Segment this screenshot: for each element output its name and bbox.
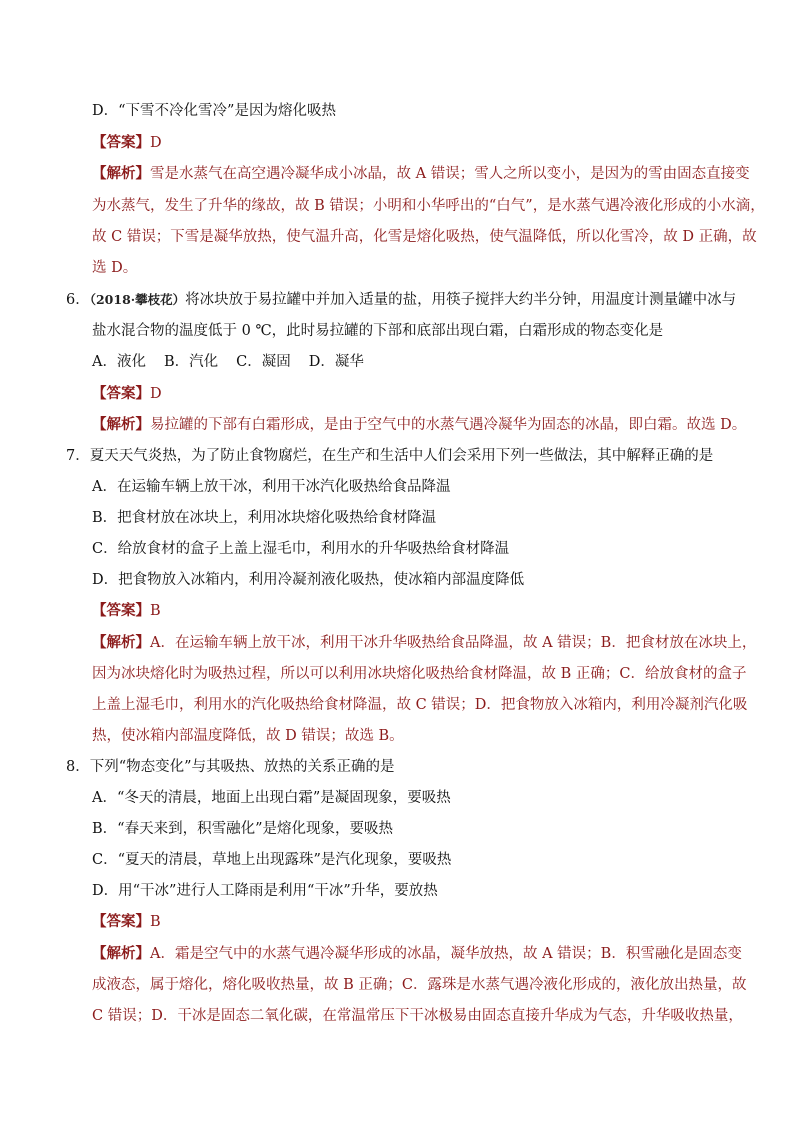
analysis-label: 【解析】 [92, 165, 150, 182]
answer-label: 【答案】 [92, 134, 150, 151]
q7-analysis-line-3: 上盖上湿毛巾，利用水的汽化吸热给食材降温，故 C 错误；D．把食物放入冰箱内，利用冷凝剂汽化吸 [92, 697, 748, 713]
q7-stem: 7．夏天天气炎热，为了防止食物腐烂，在生产和生活中人们会采用下列一些做法，其中解释正确的是 [66, 448, 714, 464]
question-number: 6． [66, 292, 90, 308]
question-text: 将冰块放于易拉罐中并加入适量的盐，用筷子搅拌大约半分钟，用温度计测量罐中冰与 [185, 292, 737, 308]
answer-value: D [150, 386, 162, 402]
q6-options [92, 352, 364, 372]
q6-stem-line-1 [66, 290, 736, 310]
q8-option-d: D．用“干冰”进行人工降雨是利用“干冰”升华，要放热 [92, 883, 438, 899]
q6-option-b: B．汽化 [163, 354, 219, 370]
analysis-text: 易拉罐的下部有白霜形成，是由于空气中的水蒸气遇冷凝华为固态的冰晶，即白霜。故选 D。 [150, 417, 747, 433]
q6-option-a: A．液化 [92, 354, 146, 370]
q8-option-b: B．“春天来到，积雪融化”是熔化现象，要吸热 [92, 821, 393, 837]
q8-answer [92, 912, 161, 932]
q5-analysis-line-2: 为水蒸气，发生了升华的缘故，故 B 错误；小明和小华呼出的“白气”，是水蒸气遇冷液化形成的小水滴， [92, 198, 765, 214]
q6-answer [92, 384, 162, 404]
answer-value: B [150, 603, 161, 619]
q8-analysis-line-1 [92, 944, 742, 964]
q5-analysis-line-3: 故 C 错误；下雪是凝华放热，使气温升高，化雪是熔化吸热，使气温降低，所以化雪冷，故 D 正确，故 [92, 229, 757, 245]
question-source: （2018·攀枝花） [89, 292, 186, 307]
analysis-label: 【解析】 [92, 945, 150, 962]
q7-answer [92, 601, 161, 621]
answer-value: D [150, 135, 162, 151]
q8-option-c: C．“夏天的清晨，草地上出现露珠”是汽化现象，要吸热 [92, 852, 452, 868]
q6-option-d: D．凝华 [308, 354, 364, 370]
answer-label: 【答案】 [92, 602, 150, 619]
q6-stem-line-2: 盐水混合物的温度低于 0 ℃，此时易拉罐的下部和底部出现白霜，白霜形成的物态变化是 [92, 323, 664, 339]
q8-option-a: A．“冬天的清晨，地面上出现白霜”是凝固现象，要吸热 [92, 790, 451, 806]
q7-analysis-line-1 [92, 633, 756, 653]
q7-option-c: C．给放食材的盒子上盖上湿毛巾，利用水的升华吸热给食材降温 [92, 541, 510, 557]
q5-answer [92, 133, 162, 153]
analysis-text: A．在运输车辆上放干冰，利用干冰升华吸热给食品降温，故 A 错误；B．把食材放在冰块上， [150, 635, 757, 651]
analysis-text: 雪是水蒸气在高空遇冷凝华成小冰晶，故 A 错误；雪人之所以变小，是因为的雪由固态直接变 [150, 166, 750, 182]
answer-label: 【答案】 [92, 913, 150, 930]
q7-analysis-line-4: 热，使冰箱内部温度降低，故 D 错误；故选 B。 [92, 728, 404, 744]
q5-analysis-line-4: 选 D。 [92, 260, 138, 276]
answer-label: 【答案】 [92, 385, 150, 402]
q8-analysis-line-3: C 错误；D．干冰是固态二氧化碳，在常温常压下干冰极易由固态直接升华成为气态，升华吸收热量， [92, 1008, 743, 1024]
analysis-label: 【解析】 [92, 634, 150, 651]
analysis-text: A．霜是空气中的水蒸气遇冷凝华形成的冰晶，凝华放热，故 A 错误；B．积雪融化是固态变 [150, 946, 742, 962]
q5-analysis-line-1 [92, 164, 750, 184]
q5-option-d: D．“下雪不冷化雪冷”是因为熔化吸热 [92, 103, 336, 119]
q7-option-d: D．把食物放入冰箱内，利用冷凝剂液化吸热，使冰箱内部温度降低 [92, 572, 525, 588]
answer-value: B [150, 914, 161, 930]
analysis-label: 【解析】 [92, 416, 150, 433]
q6-option-c: C．凝固 [236, 354, 291, 370]
q7-option-b: B．把食材放在冰块上，利用冰块熔化吸热给食材降温 [92, 510, 437, 526]
q6-analysis-line-1 [92, 415, 746, 435]
q8-analysis-line-2: 成液态，属于熔化，熔化吸收热量，故 B 正确；C．露珠是水蒸气遇冷液化形成的，液化放出热量，故 [92, 977, 747, 993]
q7-analysis-line-2: 因为冰块熔化时为吸热过程，所以可以利用冰块熔化吸热给食材降温，故 B 正确；C．给放食材的盒子 [92, 666, 747, 682]
q8-stem: 8．下列“物态变化”与其吸热、放热的关系正确的是 [66, 759, 395, 775]
q7-option-a: A．在运输车辆上放干冰，利用干冰汽化吸热给食品降温 [92, 479, 451, 495]
